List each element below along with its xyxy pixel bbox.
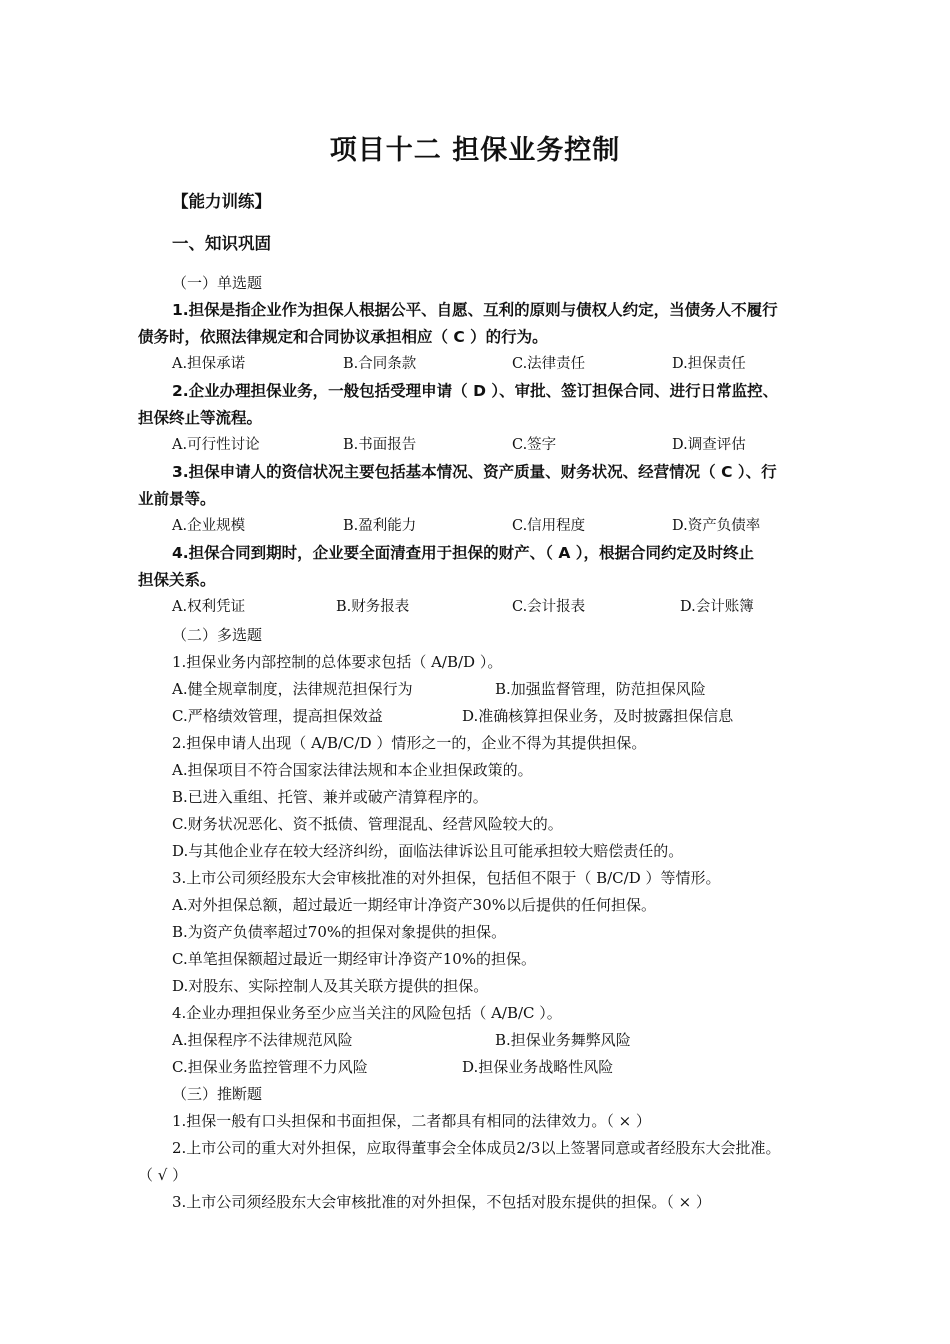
judgement-question: 1.担保一般有口头担保和书面担保，二者都具有相同的法律效力。（ × ） [172, 1112, 651, 1130]
option: D.调查评估 [672, 437, 746, 453]
option: D.担保业务战略性风险 [462, 1058, 614, 1076]
option: D.对股东、实际控制人及其关联方提供的担保。 [172, 977, 489, 995]
option: A.权利凭证 [172, 599, 246, 615]
option: C.担保业务监控管理不力风险 [172, 1058, 368, 1076]
question-line: 1.担保是指企业作为担保人根据公平、自愿、互利的原则与债权人约定，当债务人不履行 [172, 301, 778, 319]
option: C.单笔担保额超过最近一期经审计净资产10%的担保。 [172, 950, 537, 968]
option: B.财务报表 [336, 599, 410, 615]
option: C.会计报表 [512, 599, 586, 615]
judgement-heading: （三）推断题 [172, 1085, 263, 1103]
option: A.对外担保总额，超过最近一期经审计净资产30%以后提供的任何担保。 [172, 896, 656, 914]
option: D.准确核算担保业务，及时披露担保信息 [462, 707, 734, 725]
option: B.盈利能力 [343, 518, 417, 534]
option: D.担保责任 [672, 356, 746, 372]
option: A.健全规章制度，法律规范担保行为 [172, 680, 413, 698]
multi-choice-heading: （二）多选题 [172, 626, 263, 644]
question-line: 4.担保合同到期时，企业要全面清查用于担保的财产、（ A ），根据合同约定及时终止 [172, 544, 754, 562]
page-title: 项目十二 担保业务控制 [329, 135, 621, 166]
option: A.担保承诺 [172, 356, 246, 372]
question-line: 担保终止等流程。 [138, 409, 263, 427]
option: A.担保项目不符合国家法律法规和本企业担保政策的。 [172, 761, 533, 779]
option: C.财务状况恶化、资不抵债、管理混乱、经营风险较大的。 [172, 815, 563, 833]
question-stem: 2.担保申请人出现（ A/B/C/D ）情形之一的，企业不得为其提供担保。 [172, 734, 647, 752]
question-line: 2.企业办理担保业务，一般包括受理申请（ D ）、审批、签订担保合同、进行日常监控、 [172, 382, 779, 400]
judgement-question: 3.上市公司须经股东大会审核批准的对外担保，不包括对股东提供的担保。（ × ） [172, 1193, 711, 1211]
question-stem: 4.企业办理担保业务至少应当关注的风险包括（ A/B/C ）。 [172, 1004, 562, 1022]
question-stem: 3.上市公司须经股东大会审核批准的对外担保，包括但不限于（ B/C/D ）等情形。 [172, 869, 721, 887]
section-heading: 一、知识巩固 [172, 234, 271, 253]
option: B.加强监督管理，防范担保风险 [495, 680, 706, 698]
question-line: 3.担保申请人的资信状况主要包括基本情况、资产质量、财务状况、经营情况（ C ）、行 [172, 463, 777, 481]
judgement-question: 2.上市公司的重大对外担保，应取得董事会全体成员2/3以上签署同意或者经股东大会批准。 [172, 1139, 781, 1157]
option: D.会计账簿 [680, 599, 754, 615]
option: C.信用程度 [512, 518, 586, 534]
option: B.担保业务舞弊风险 [495, 1031, 631, 1049]
option: B.已进入重组、托管、兼并或破产清算程序的。 [172, 788, 488, 806]
option: D.与其他企业存在较大经济纠纷，面临法律诉讼且可能承担较大赔偿责任的。 [172, 842, 684, 860]
option: B.书面报告 [343, 437, 417, 453]
option: B.合同条款 [343, 356, 417, 372]
question-line: 业前景等。 [138, 490, 216, 508]
single-choice-heading: （一）单选题 [172, 274, 263, 292]
question-line: 债务时，依照法律规定和合同协议承担相应（ C ）的行为。 [138, 328, 548, 346]
option: D.资产负债率 [672, 518, 761, 534]
judgement-answer: （ √ ） [138, 1166, 188, 1184]
option: A.企业规模 [172, 518, 246, 534]
option: A.担保程序不法律规范风险 [172, 1031, 353, 1049]
option: C.签字 [512, 437, 557, 453]
option: C.严格绩效管理，提高担保效益 [172, 707, 383, 725]
question-stem: 1.担保业务内部控制的总体要求包括（ A/B/D ）。 [172, 653, 503, 671]
training-heading: 【能力训练】 [172, 192, 271, 211]
option: B.为资产负债率超过70%的担保对象提供的担保。 [172, 923, 507, 941]
option: A.可行性讨论 [172, 437, 260, 453]
option: C.法律责任 [512, 356, 586, 372]
question-line: 担保关系。 [138, 571, 216, 589]
